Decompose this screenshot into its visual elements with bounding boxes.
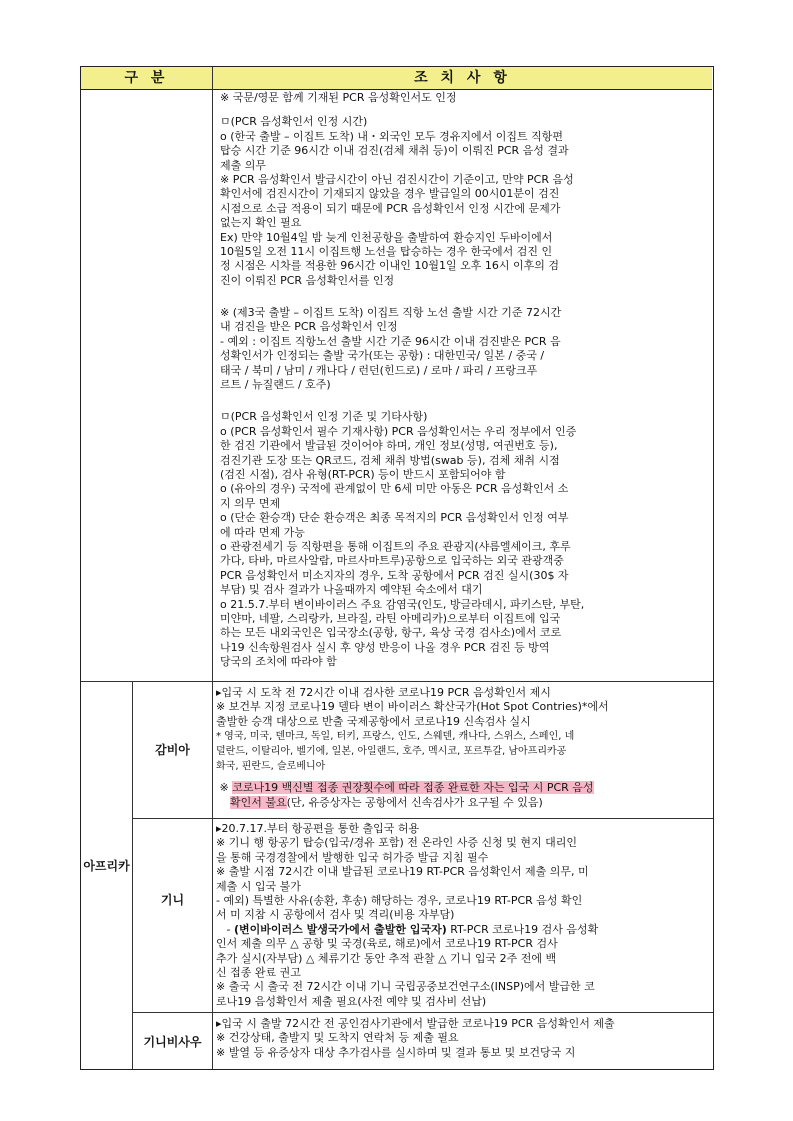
text-line: (검진 시점), 검사 유형(RT-PCR) 등이 반드시 포함되어야 함 <box>220 467 506 481</box>
text-line: 르트 / 뉴질랜드 / 호주) <box>220 378 331 392</box>
text-line: 없는지 확인 필요 <box>220 216 302 230</box>
text-line: 확인서에 검진시간이 기재되지 않았을 경우 발급일의 00시01분이 검진 <box>220 187 560 201</box>
text-line: 덜란드, 이탈리아, 벨기에, 일본, 아일랜드, 호주, 멕시코, 포르투갈, 남아프리카공 <box>216 746 567 758</box>
text-line: ※ 보건부 지정 코로나19 델타 변이 바이러스 확산국가(Hot Spot Contries)*에서 <box>216 700 609 714</box>
table-header <box>81 67 712 90</box>
row-divider-top-section <box>81 681 713 682</box>
gambia-measures <box>216 686 710 810</box>
text-line: 진이 이뤄진 PCR 음성확인서를 인정 <box>220 273 395 287</box>
row-divider-guinea <box>132 1012 713 1013</box>
text-suffix: (단, 유증상자는 공항에서 신속검사가 요구될 수 있음) <box>286 795 543 809</box>
text-line: 미얀마, 네팔, 스리랑카, 브라질, 라틴 아메리카)으로부터 이집트에 입국 <box>220 611 561 625</box>
guinea-bissau-measures <box>216 1017 710 1060</box>
text-line <box>216 923 710 937</box>
text-line: 한 검진 기관에서 발급된 것이어야 하며, 개인 정보(성명, 여권번호 등), <box>220 439 558 453</box>
text-line: ▸20.7.17.부터 항공편을 통한 출입국 허용 <box>216 822 420 835</box>
text-line: ▸입국 시 출발 72시간 전 공인검사기관에서 발급한 코로나19 PCR 음성확인서 제출 <box>216 1017 615 1030</box>
bold-text: (변이바이러스 발생국가에서 출발한 입국자) <box>233 922 447 936</box>
text-line: 내 검진을 받은 PCR 음성확인서 인정 <box>220 320 398 334</box>
text-line: 부담) 및 검사 결과가 나올때까지 예약된 숙소에서 대기 <box>220 583 483 597</box>
text-line: - 예외) 특별한 사유(송환, 후송) 해당하는 경우, 코로나19 RT-PCR 음성 확인 <box>216 893 583 907</box>
text-line <box>216 796 710 810</box>
text-line: 가다, 타바, 마르사알람, 마르사마트루)공항으로 입국하는 외국 관광객중 <box>220 554 564 568</box>
text-line: 10월5일 오전 11시 이집트행 노선을 탑승하는 경우 한국에서 검진 인 <box>220 244 553 258</box>
text-line <box>216 781 710 795</box>
text-line: ※ 국문/영문 함께 기재된 PCR 음성확인서도 인정 <box>220 91 457 104</box>
text-line: 하는 모든 내외국인은 입국장소(공항, 항구, 육상 국경 검사소)에서 코로 <box>220 626 562 640</box>
text-prefix: - <box>216 922 234 936</box>
text-line: 을 통해 국경경찰에서 발행한 입국 허가증 발급 지침 필수 <box>216 850 489 864</box>
section-heading: ㅁ(PCR 음성확인서 인정 시간) <box>220 115 368 129</box>
text-line: 성확인서가 인정되는 출발 국가(또는 공항) : 대한민국/ 일본 / 중국 / <box>220 349 545 363</box>
text-line: 제출 의무 <box>220 158 267 172</box>
text-suffix: RT-PCR 코로나19 검사 음성확 <box>446 922 599 936</box>
text-line: ※ (제3국 출발 – 이집트 도착) 이집트 직항 노선 출발 시간 기준 72시간 <box>220 306 562 320</box>
text-line: 시점으로 소급 적용이 되기 때문에 PCR 음성확인서 인정 시간에 문제가 <box>220 201 561 215</box>
text-line: ※ 건강상태, 출발지 및 도착지 연락처 등 제출 필요 <box>216 1031 459 1045</box>
country-name-guinea-bissau: 기니비사우 <box>143 1035 202 1049</box>
highlighted-text: 코로나19 백신별 접종 권장횟수에 따라 접종 완료한 자는 입국 시 PCR 음성 <box>232 781 594 795</box>
text-prefix: ※ <box>216 781 233 795</box>
text-line: o 21.5.7.부터 변이바이러스 주요 감염국(인도, 방글라데시, 파키스탄, 부탄, <box>220 597 585 611</box>
header-category: 구 분 <box>124 70 169 86</box>
text-line: o (단순 환승객) 단순 환승객은 최종 목적지의 PCR 음성확인서 인정 여부 <box>220 511 569 525</box>
text-line: ※ 기니 행 항공기 탑승(입국/경유 포함) 전 온라인 사증 신청 및 현지 대리인 <box>216 836 577 850</box>
text-line: 태국 / 북미 / 남미 / 캐나다 / 런던(힌드로) / 로마 / 파리 / 프랑크푸 <box>220 363 538 377</box>
text-line: ※ PCR 음성확인서 발급시간이 아닌 검진시간이 기준이고, 만약 PCR 음성 <box>220 172 574 186</box>
text-line: 탑승 시간 기준 96시간 이내 검진(검체 채취 등)이 이뤄진 PCR 음성 결과 <box>220 144 569 158</box>
text-line: 에 따라 면제 가능 <box>220 525 305 539</box>
highlighted-text: 확인서 불요 <box>230 795 287 809</box>
text-line: ▸입국 시 도착 전 72시간 이내 검사한 코로나19 PCR 음성확인서 제시 <box>216 686 551 699</box>
measures-table <box>80 66 714 1070</box>
text-line: o 관광전세기 등 직항편을 통해 이집트의 주요 관광지(샤름엘셰이크, 후루 <box>220 539 571 553</box>
text-prefix <box>216 796 230 809</box>
egypt-general-section <box>220 91 710 669</box>
guinea-measures <box>216 822 710 1009</box>
column-divider <box>212 67 213 1069</box>
text-line: o (PCR 음성확인서 필수 기재사항) PCR 음성확인서는 우리 정부에서 인증 <box>220 424 577 438</box>
text-line: Ex) 만약 10월4일 밤 늦게 인천공항을 출발하여 환승지인 두바이에서 <box>220 230 553 244</box>
header-measures: 조 치 사 항 <box>414 70 511 86</box>
text-line: 신 접종 완료 권고 <box>216 965 301 979</box>
text-line: 정 시점은 시차를 적용한 96시간 이내인 10월1일 오후 16시 이후의 검 <box>220 259 559 273</box>
text-line: 출발한 승객 대상으로 반출 국제공항에서 코로나19 신속검사 실시 <box>216 714 531 728</box>
text-line: 로나19 음성확인서 제출 필요(사전 예약 및 검사비 선납) <box>216 994 487 1008</box>
text-line: 당국의 조치에 따라야 함 <box>220 655 337 669</box>
text-line: 검진기관 도장 또는 QR코드, 검체 채취 방법(swab 등), 검체 채취 시점 <box>220 453 560 467</box>
text-line: 추가 실시(자부담) △ 체류기간 동안 추적 관찰 △ 기니 입국 2주 전에 백 <box>216 951 557 965</box>
text-line: 지 의무 면제 <box>220 496 281 510</box>
text-line: o (한국 출발 – 이집트 도착) 내・외국인 모두 경유지에서 이집트 직항편 <box>220 129 564 143</box>
text-line: 제출 시 입국 불가 <box>216 879 301 893</box>
text-line: o (유아의 경우) 국적에 관계없이 만 6세 미만 아동은 PCR 음성확인서 소 <box>220 482 569 496</box>
text-line: ※ 발열 등 유증상자 대상 추가검사를 실시하며 및 결과 통보 및 보건당국 지 <box>216 1045 576 1059</box>
text-line: PCR 음성확인서 미소지자의 경우, 도착 공항에서 PCR 검진 실시(30$ 자 <box>220 568 569 582</box>
text-line: * 영국, 미국, 덴마크, 독일, 터키, 프랑스, 인도, 스웨덴, 캐나다, 스위스, 스페인, 네 <box>216 731 575 743</box>
text-line: 인서 제출 의무 △ 공항 및 국경(육로, 해로)에서 코로나19 RT-PCR 검사 <box>216 937 558 951</box>
text-line: 나19 신속항원검사 실시 후 양성 반응이 나올 경우 PCR 검진 등 방역 <box>220 640 550 654</box>
text-line: ※ 출발 시점 72시간 이내 발급된 코로나19 RT-PCR 음성확인서 제출 의무, 미 <box>216 865 589 879</box>
country-name-guinea: 기니 <box>160 893 185 907</box>
text-line: ※ 출국 시 출국 전 72시간 이내 기니 국립공중보건연구소(INSP)에서 발급한 코 <box>216 980 595 994</box>
region-label: 아프리카 <box>83 859 130 873</box>
country-name-gambia: 감비아 <box>155 743 190 757</box>
text-line: 화국, 핀란드, 슬로베니아 <box>216 761 326 773</box>
text-line: 서 미 지참 시 공항에서 검사 및 격리(비용 자부담) <box>216 908 455 922</box>
row-divider-gambia <box>132 818 713 819</box>
section-heading: ㅁ(PCR 음성확인서 인정 기준 및 기타사항) <box>220 410 428 424</box>
text-line: - 예외 : 이집트 직항노선 출발 시간 기준 96시간 이내 검진받은 PCR 음 <box>220 334 561 348</box>
